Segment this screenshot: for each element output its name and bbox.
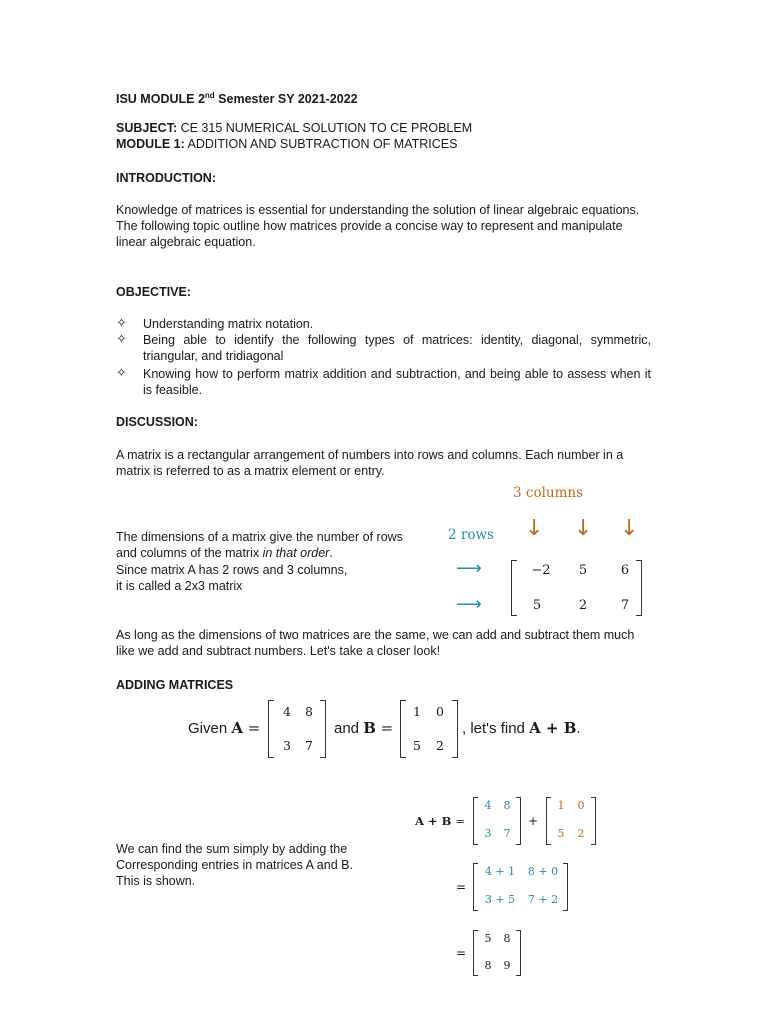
matrix-cell: 1: [557, 799, 565, 812]
down-arrow-icon: ↓: [525, 516, 544, 541]
matrix-cell: −2: [531, 563, 551, 578]
matrix-cell: 3: [484, 827, 492, 840]
and-word: and: [334, 720, 364, 737]
step-matrix: [473, 863, 568, 911]
matrix-cell: 0: [436, 704, 444, 719]
result-matrix: [473, 930, 521, 976]
sum-matrix-a: [473, 797, 521, 845]
left-bracket: [473, 930, 478, 976]
objective-item-text: Knowing how to perform matrix addition and subtraction, and being able to assess when it is feasible.: [143, 367, 651, 397]
intro-line: linear algebraic equation.: [116, 235, 256, 249]
dimension-text: .: [329, 546, 333, 560]
sum-line: Corresponding entries in matrices A and B.: [116, 858, 353, 872]
matrix-cell: 9: [503, 959, 511, 972]
discussion-line: like we add and subtract numbers. Let's take a closer look!: [116, 644, 441, 658]
discussion-heading: DISCUSSION:: [116, 415, 198, 429]
dimension-matrix: [511, 560, 642, 616]
discussion-line: As long as the dimensions of two matrices are the same, we can add and subtract them much: [116, 628, 635, 642]
subject-line: [116, 120, 472, 136]
subject-label: SUBJECT:: [116, 121, 178, 135]
equals-sign: =: [243, 719, 261, 737]
matrix-cell: 8: [503, 932, 511, 945]
dimension-text: and columns of the matrix: [116, 546, 263, 560]
matrix-cell: 5: [578, 563, 588, 578]
matrix-cell: 3: [283, 738, 291, 753]
dimension-line: The dimensions of a matrix give the number of rows: [116, 530, 403, 544]
left-bracket: [511, 560, 517, 616]
sum-matrix-b: [546, 797, 596, 845]
sum-lhs: [415, 814, 465, 828]
equals-sign: =: [455, 814, 465, 828]
matrix-cell: 7: [503, 827, 511, 840]
left-bracket: [268, 700, 274, 758]
matrix-cell: 0: [577, 799, 585, 812]
matrix-b-symbol: B: [363, 719, 376, 737]
matrix-cell: 8: [503, 799, 511, 812]
matrix-a: [268, 700, 326, 758]
right-bracket: [516, 930, 521, 976]
plus-sign: +: [528, 814, 539, 828]
right-bracket: [452, 700, 458, 758]
columns-label: 3 columns: [513, 485, 584, 501]
objective-item-text: Being able to identify the following types of matrices: identity, diagonal, symmetric, triangular, and tridiagonal: [143, 333, 651, 363]
cell-text: 3 + 5: [484, 893, 516, 906]
star-bullet-icon: ✧: [116, 332, 127, 347]
equals-sign: =: [456, 880, 467, 894]
right-arrow-icon: ⟶: [456, 594, 482, 615]
module-title-prefix: ISU MODULE 2: [116, 92, 205, 107]
equals-sign: =: [456, 946, 467, 960]
module-title-sup: nd: [204, 91, 215, 100]
matrix-cell: 5: [484, 932, 492, 945]
right-bracket: [516, 797, 521, 845]
module-title-suffix: Semester SY 2021-2022: [214, 92, 358, 107]
matrix-cell: 7: [305, 738, 313, 753]
sum-line: We can find the sum simply by adding the: [116, 842, 348, 856]
matrix-cell: 5: [413, 738, 421, 753]
period: .: [576, 720, 581, 737]
introduction-heading: INTRODUCTION:: [116, 171, 216, 185]
module-label: MODULE 1:: [116, 137, 185, 151]
right-arrow-icon: ⟶: [456, 558, 482, 579]
dimension-line: it is called a 2x3 matrix: [116, 579, 243, 593]
down-arrow-icon: ↓: [620, 516, 639, 541]
given-word: Given: [188, 720, 232, 737]
given-text: [188, 719, 260, 737]
dimension-emphasis: in that order: [262, 546, 330, 560]
matrix-cell: 4: [484, 799, 492, 812]
matrix-cell: 5: [557, 827, 565, 840]
left-bracket: [400, 700, 406, 758]
objective-heading: OBJECTIVE:: [116, 285, 192, 299]
matrix-cell: [523, 893, 563, 906]
sum-line: This is shown.: [116, 874, 196, 888]
matrix-cell: 5: [532, 598, 542, 613]
equals-sign: =: [375, 719, 394, 737]
discussion-line: matrix is referred to as a matrix element or entry.: [116, 464, 385, 478]
matrix-cell: 1: [413, 704, 421, 719]
left-bracket: [546, 797, 551, 845]
adding-heading: ADDING MATRICES: [116, 678, 234, 692]
discussion-line: A matrix is a rectangular arrangement of numbers into rows and columns. Each number in a: [116, 448, 624, 462]
matrix-cell: [523, 865, 563, 878]
matrix-cell: 2: [577, 827, 585, 840]
matrix-cell: [480, 893, 520, 906]
matrix-cell: 8: [484, 959, 492, 972]
module-line: [116, 136, 457, 152]
matrix-cell: [480, 865, 520, 878]
intro-line: Knowledge of matrices is essential for understanding the solution of linear algebraic equations.: [116, 203, 640, 217]
star-bullet-icon: ✧: [116, 366, 127, 381]
matrix-cell: 7: [620, 598, 630, 613]
matrix-a-symbol: A: [231, 719, 243, 737]
lets-find-words: , let's find: [462, 720, 530, 737]
right-bracket: [591, 797, 596, 845]
and-b-text: [334, 719, 393, 737]
subject-value: CE 315 NUMERICAL SOLUTION TO CE PROBLEM: [177, 121, 473, 135]
down-arrow-icon: ↓: [574, 516, 593, 541]
dimension-line: Since matrix A has 2 rows and 3 columns,: [116, 563, 348, 577]
lets-find-text: [462, 719, 581, 737]
cell-text: 8 + 0: [527, 865, 559, 878]
matrix-cell: 2: [436, 738, 444, 753]
right-bracket: [563, 863, 568, 911]
right-bracket: [320, 700, 326, 758]
matrix-cell: 4: [283, 704, 291, 719]
left-bracket: [473, 863, 478, 911]
cell-text: 7 + 2: [527, 893, 559, 906]
matrix-cell: 2: [578, 598, 588, 613]
star-bullet-icon: ✧: [116, 316, 127, 331]
objective-item-text: Understanding matrix notation.: [143, 317, 314, 331]
matrix-cell: 8: [305, 704, 313, 719]
sum-lhs-text: A + B: [415, 814, 452, 828]
left-bracket: [473, 797, 478, 845]
matrix-cell: 6: [620, 563, 630, 578]
cell-text: 4 + 1: [484, 865, 516, 878]
module-title: [116, 88, 358, 107]
dimension-line: [116, 545, 333, 561]
rows-label: 2 rows: [448, 527, 494, 543]
a-plus-b-symbol: A + B: [529, 719, 577, 737]
matrix-b: [400, 700, 458, 758]
module-value: ADDITION AND SUBTRACTION OF MATRICES: [184, 137, 458, 151]
intro-line: The following topic outline how matrices provide a concise way to represent and manipulate: [116, 219, 623, 233]
